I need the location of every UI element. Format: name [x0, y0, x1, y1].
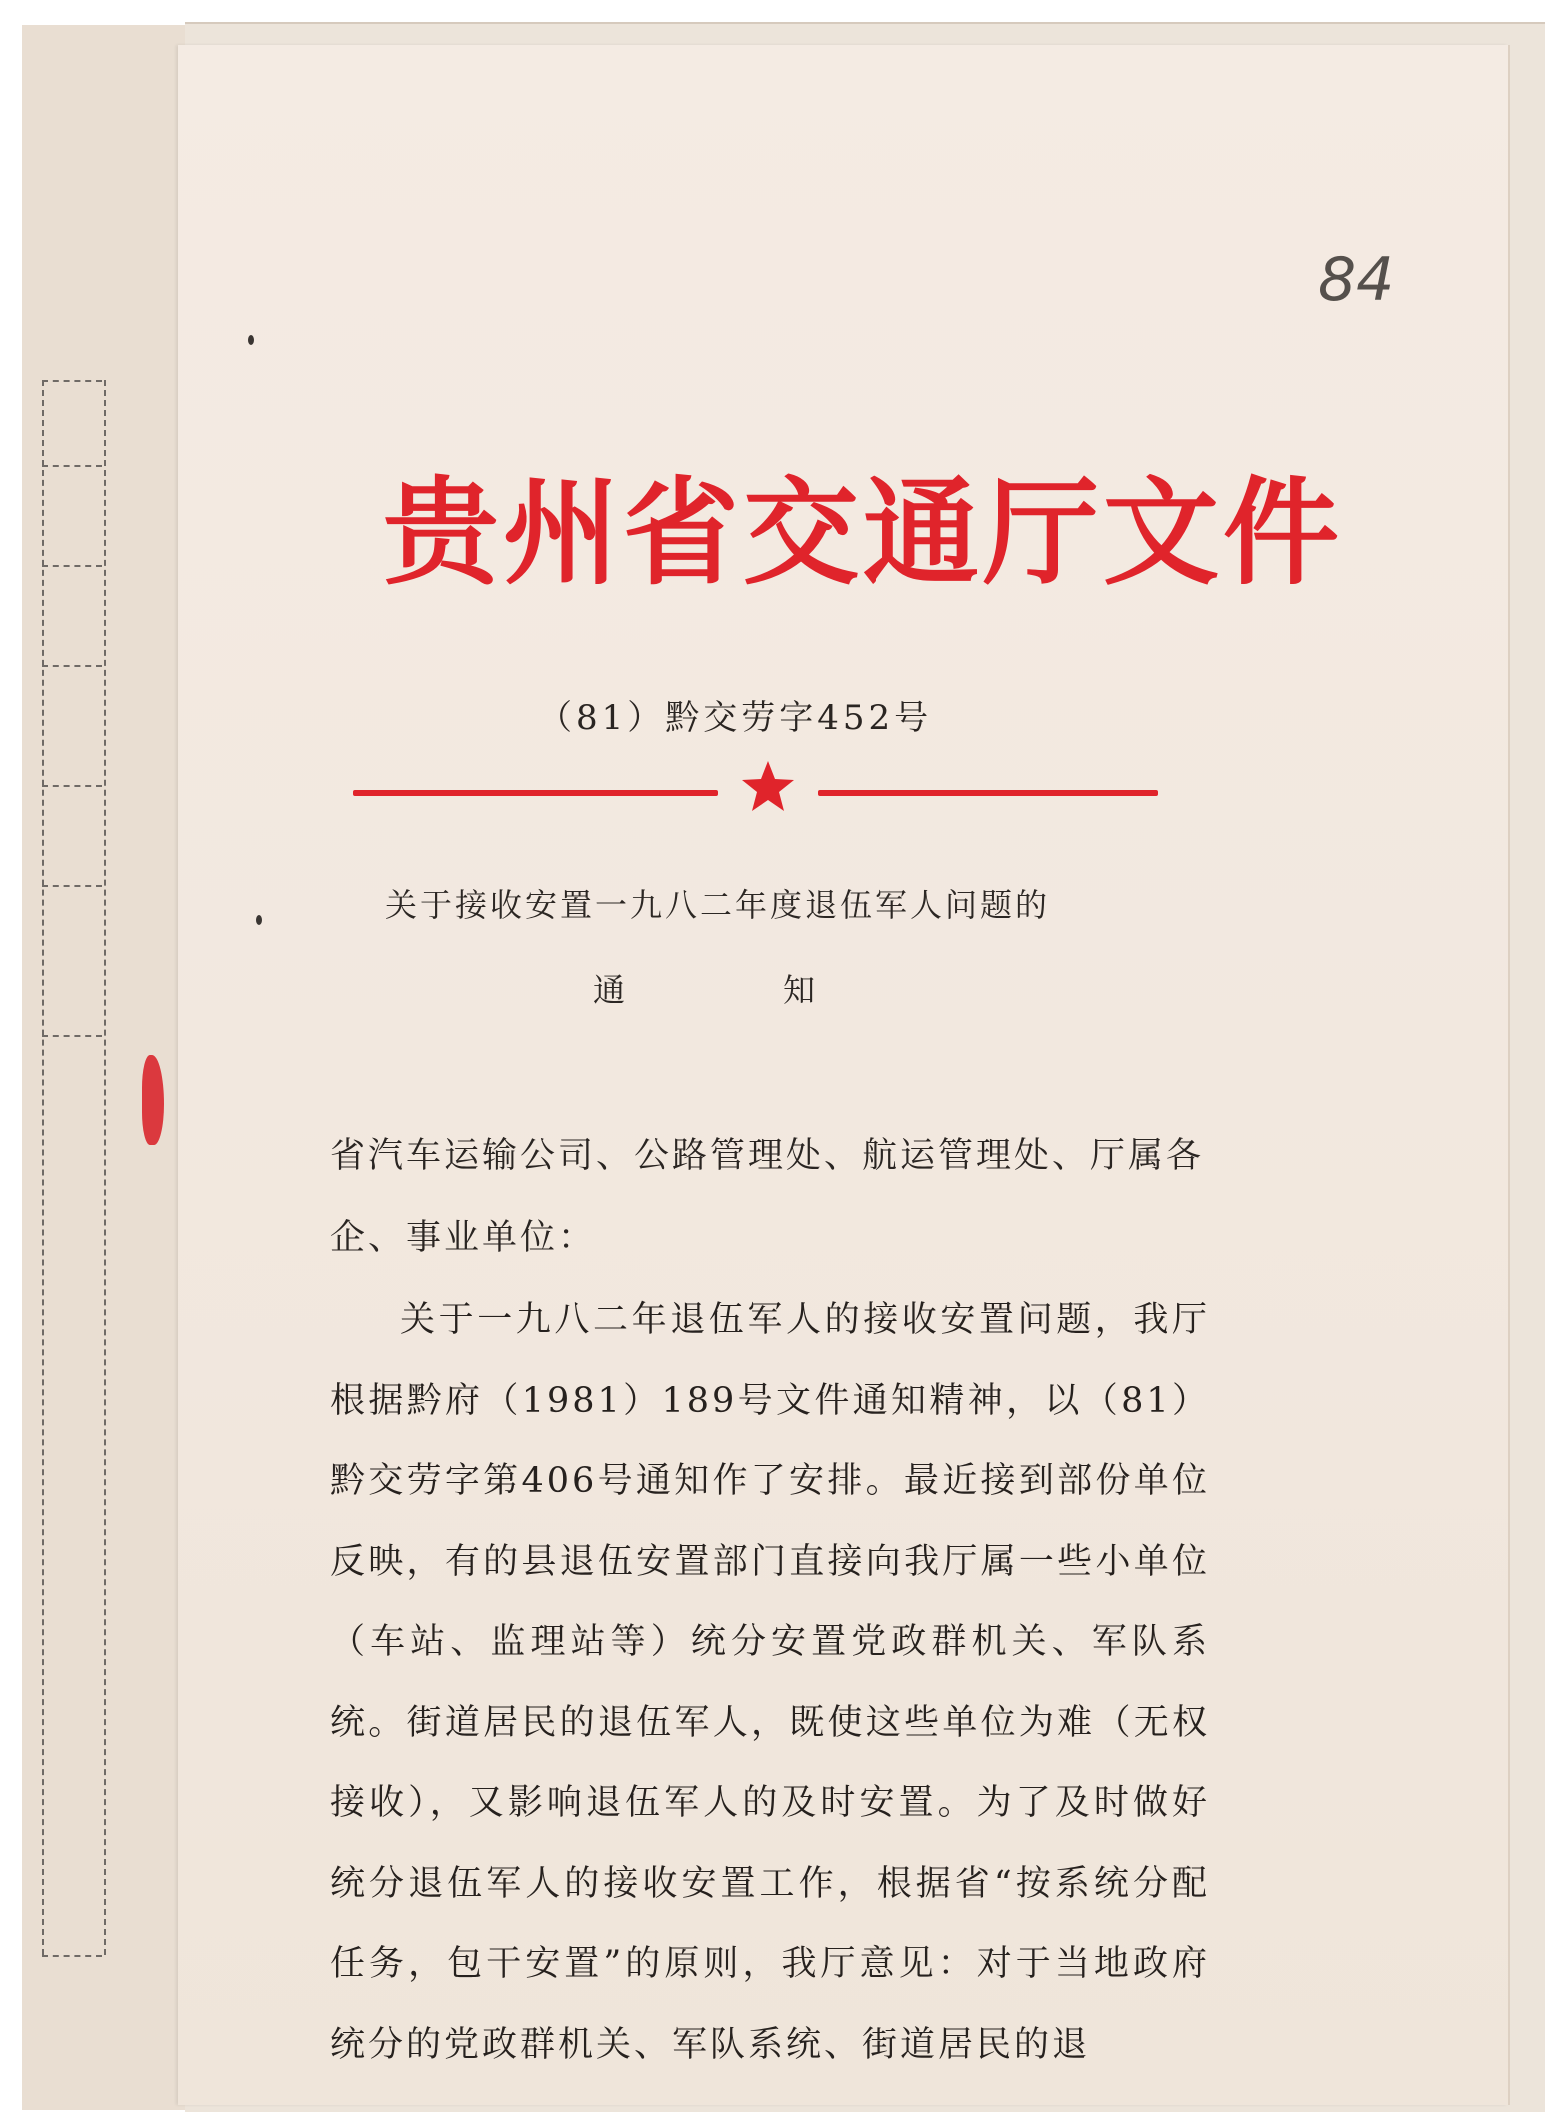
- ink-speck: [248, 335, 254, 345]
- table-rule: [42, 785, 102, 787]
- red-seal-fragment: [142, 1055, 164, 1145]
- table-rule: [42, 380, 102, 382]
- ink-speck: [256, 915, 262, 925]
- table-rule: [42, 465, 102, 467]
- document-number: （81）黔交劳字452号: [538, 698, 933, 738]
- notice-label-char: 知: [783, 971, 816, 1009]
- table-rule: [42, 1955, 102, 1957]
- table-rule: [42, 1035, 102, 1037]
- table-rule: [42, 565, 102, 567]
- header-rule-left: [353, 790, 718, 796]
- table-border: [42, 380, 106, 1955]
- addressee: 省汽车运输公司、公路管理处、航运管理处、厅属各企、事业单位：: [330, 1136, 1205, 1258]
- document-header-title: 贵州省交通厅文件: [383, 466, 1343, 601]
- underlying-page: [22, 25, 189, 2110]
- body-paragraph: 关于一九八二年退伍军人的接收安置问题，我厅根据黔府（1981）189号文件通知精神，以（81）黔交劳字第406号通知作了安排。最近接到部份单位反映，有的县退伍安置部门直接向我厅属一些小单位（车站、监理站等）统分安置党政群机关、军队系统。街道居民的退伍军人，既使这些单位为难（无权接收），又影响退伍军人的及时安置。为了及时做好统分退伍军人的接收安置工作，根据省“按系统分配任务，包干安置”的原则，我厅意见：对于当地政府统分的党政群机关、军队系统、街道居民的退: [330, 1300, 1210, 2065]
- header-rule-right: [818, 790, 1158, 796]
- table-rule: [42, 665, 102, 667]
- table-rule: [42, 885, 102, 887]
- folio-number: 84: [1318, 245, 1395, 315]
- subject-line: 关于接收安置一九八二年度退伍军人问题的: [385, 886, 1051, 924]
- document-page: [178, 45, 1508, 2105]
- notice-label-char: 通: [593, 971, 626, 1009]
- red-star-icon: [738, 757, 798, 817]
